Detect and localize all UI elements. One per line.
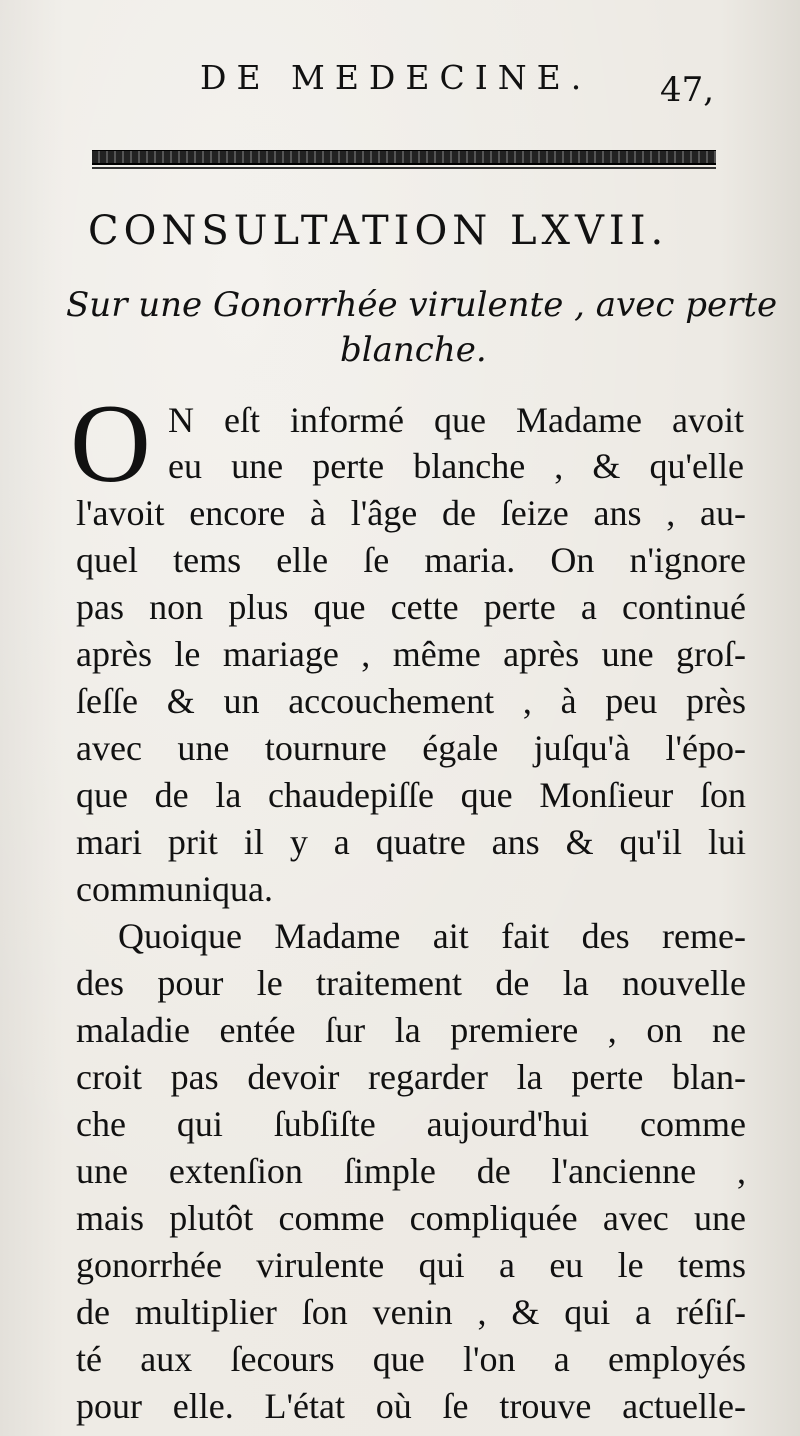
rule-underline (92, 167, 716, 169)
text-line: gonorrhée virulente qui a eu le tems (76, 1245, 746, 1285)
text-line: té aux ſecours que l'on a employés (76, 1339, 746, 1379)
drop-cap: O (70, 382, 151, 506)
subheading-line-2: blanche. (340, 330, 487, 370)
text-line: maladie entée ſur la premiere , on ne (76, 1010, 746, 1050)
text-line: communiqua. (76, 869, 273, 909)
consultation-heading: CONSULTATION LXVII. (88, 208, 669, 254)
text-line: ſeſſe & un accouchement , à peu près (76, 681, 746, 721)
text-line: pour elle. L'état où ſe trouve actuelle- (76, 1386, 746, 1426)
ornamental-rule (92, 150, 716, 165)
text-line: quel tems elle ſe maria. On n'ignore (76, 540, 746, 580)
text-line: che qui ſubſiſte aujourd'hui comme (76, 1104, 746, 1144)
text-line: de multiplier ſon venin , & qui a réſiſ- (76, 1292, 746, 1332)
running-head: DE MEDECINE. (200, 58, 592, 97)
text-line: Quoique Madame ait fait des reme- (118, 916, 746, 956)
text-line: après le mariage , même après une groſ- (76, 634, 746, 674)
text-line: l'avoit encore à l'âge de ſeize ans , au- (76, 493, 746, 533)
text-line: mais plutôt comme compliquée avec une (76, 1198, 746, 1238)
text-line: pas non plus que cette perte a continué (76, 587, 746, 627)
text-line: des pour le traitement de la nouvelle (76, 963, 746, 1003)
subheading-line-1: Sur une Gonorrhée virulente , avec perte (66, 285, 778, 325)
text-line: que de la chaudepiſſe que Monſieur ſon (76, 775, 746, 815)
text-line: avec une tournure égale juſqu'à l'épo- (76, 728, 746, 768)
text-line: une extenſion ſimple de l'ancienne , (76, 1151, 746, 1191)
text-line: mari prit il y a quatre ans & qu'il lui (76, 822, 746, 862)
text-line: eu une perte blanche , & qu'elle (168, 446, 744, 486)
text-line: N eſt informé que Madame avoit (168, 400, 744, 440)
page-number: 47, (660, 70, 715, 110)
text-line: croit pas devoir regarder la perte blan- (76, 1057, 746, 1097)
